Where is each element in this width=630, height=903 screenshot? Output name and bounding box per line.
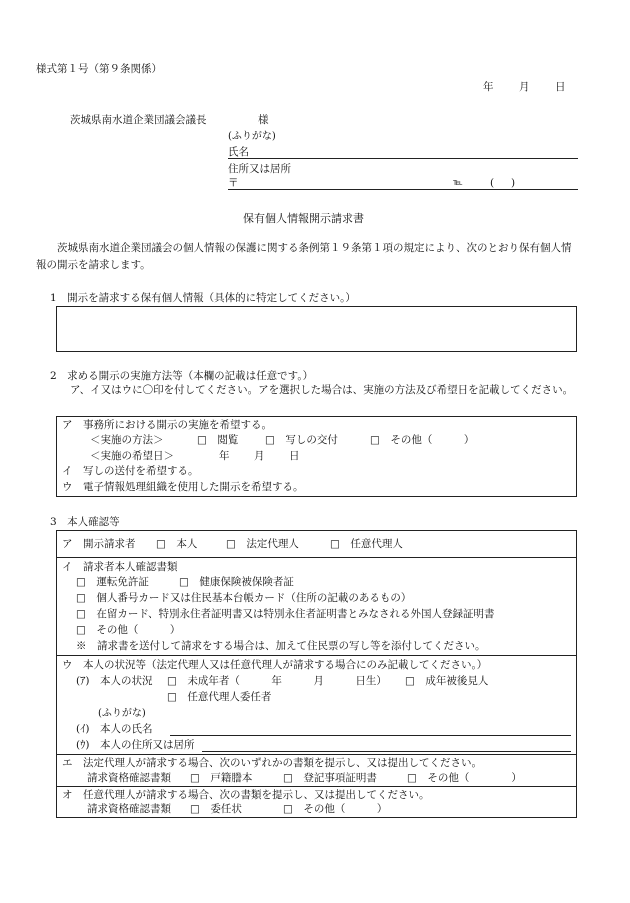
- doc-other-checkbox[interactable]: □ その他（ ）: [76, 624, 181, 636]
- method-view-checkbox[interactable]: □ 閲覧: [197, 434, 239, 446]
- legal-agent-docs-heading: エ 法定代理人が請求する場合、次のいずれかの書類を提示し、又は提出してください。: [62, 757, 482, 769]
- requester-name-label: 氏名: [228, 146, 249, 158]
- doc-legal-other-checkbox[interactable]: □ その他（ ）: [407, 772, 522, 784]
- doc-residence-card-checkbox[interactable]: □ 在留カード、特別永住者証明書又は特別永住者証明書とみなされる外国人登録証明書: [76, 608, 495, 620]
- requester-voluntary-agent-checkbox[interactable]: □ 任意代理人: [330, 538, 403, 550]
- requester-type-label: ア 開示請求者: [62, 538, 136, 550]
- doc-drivers-license-checkbox[interactable]: □ 運転免許証: [76, 576, 149, 588]
- doc-voluntary-other-checkbox[interactable]: □ その他（ ）: [283, 803, 388, 815]
- row-divider: [56, 655, 577, 656]
- principal-address-label: (ｳ) 本人の住所又は居所: [76, 739, 195, 751]
- section1-input-box[interactable]: [56, 306, 577, 352]
- section3-heading: 3 本人確認等: [50, 516, 120, 528]
- tel-paren-open: (: [490, 177, 495, 189]
- preferred-date-month[interactable]: 月: [254, 450, 265, 462]
- requester-furigana-label: (ふりがな): [228, 131, 276, 142]
- option-a-office[interactable]: ア 事務所における開示の実施を希望する。: [62, 419, 272, 431]
- voluntary-agent-docs-label: 請求資格確認書類: [87, 803, 171, 815]
- option-u-electronic[interactable]: ウ 電子情報処理組織を使用した開示を希望する。: [62, 481, 304, 493]
- principal-furigana-label: (ふりがな): [98, 708, 146, 719]
- tel-label: ℡: [453, 178, 463, 188]
- voluntary-agent-docs-heading: オ 任意代理人が請求する場合、次の書類を提示し、又は提出してください。: [62, 789, 430, 801]
- doc-mynumber-card-checkbox[interactable]: □ 個人番号カード又は住民基本台帳カード（住所の記載のあるもの）: [76, 592, 412, 604]
- preferred-date-label: ＜実施の希望日＞: [90, 450, 174, 462]
- row-divider: [56, 754, 577, 755]
- status-delegator-checkbox[interactable]: □ 任意代理人委任者: [167, 691, 272, 703]
- document-title: 保有個人情報開示請求書: [243, 212, 364, 225]
- principal-status-label: (ｱ) 本人の状況: [76, 675, 153, 687]
- addressee-honorific: 様: [258, 114, 269, 126]
- requester-address-field[interactable]: [228, 189, 578, 190]
- doc-family-register-checkbox[interactable]: □ 戸籍謄本: [190, 772, 253, 784]
- tel-paren-close: ): [511, 177, 516, 189]
- option-i-mail[interactable]: イ 写しの送付を希望する。: [62, 465, 199, 477]
- preferred-date-year[interactable]: 年: [219, 450, 230, 462]
- date-year-label: 年: [483, 81, 494, 93]
- doc-registry-certificate-checkbox[interactable]: □ 登記事項証明書: [283, 772, 377, 784]
- form-number: 様式第１号（第９条関係）: [36, 63, 162, 75]
- legal-agent-docs-label: 請求資格確認書類: [87, 772, 171, 784]
- doc-health-insurance-checkbox[interactable]: □ 健康保険被保険者証: [179, 576, 294, 588]
- date-day-label: 日: [555, 81, 566, 93]
- intro-text: 茨城県南水道企業団議会の個人情報の保護に関する条例第１９条第１項の規定により、次のとおり保有個人情報の開示を請求します。: [36, 242, 572, 271]
- section2-instruction: ア、イ又はウに〇印を付してください。アを選択した場合は、実施の方法及び希望日を記載してください。: [70, 384, 574, 396]
- principal-name-label: (ｲ) 本人の氏名: [76, 723, 153, 735]
- status-minor-checkbox[interactable]: □ 未成年者（ 年 月 日生）: [167, 675, 387, 687]
- principal-status-heading: ウ 本人の状況等（法定代理人又は任意代理人が請求する場合にのみ記載してください。）: [62, 659, 488, 671]
- requester-address-label: 住所又は居所: [228, 163, 291, 175]
- date-month-label: 月: [519, 81, 530, 93]
- requester-self-checkbox[interactable]: □ 本人: [156, 538, 198, 550]
- method-copy-checkbox[interactable]: □ 写しの交付: [265, 434, 338, 446]
- preferred-date-day[interactable]: 日: [289, 450, 300, 462]
- section2-heading: 2 求める開示の実施方法等（本欄の記載は任意です。）: [50, 370, 314, 382]
- section1-heading: 1 開示を請求する保有個人情報（具体的に特定してください。）: [50, 292, 356, 304]
- addressee-title: 茨城県南水道企業団議会議長: [70, 114, 207, 126]
- row-divider: [56, 557, 577, 558]
- principal-name-field[interactable]: [170, 735, 571, 736]
- requester-legal-agent-checkbox[interactable]: □ 法定代理人: [226, 538, 299, 550]
- method-label: ＜実施の方法＞: [90, 434, 164, 446]
- postal-mark: 〒: [228, 177, 239, 189]
- status-adult-ward-checkbox[interactable]: □ 成年被後見人: [405, 675, 489, 687]
- identity-docs-label: イ 請求者本人確認書類: [62, 561, 178, 573]
- requester-name-field[interactable]: [228, 158, 578, 159]
- method-other-checkbox[interactable]: □ その他（ ）: [370, 434, 475, 446]
- principal-address-field[interactable]: [202, 751, 571, 752]
- identity-docs-note: ※ 請求書を送付して請求をする場合は、加えて住民票の写し等を添付してください。: [76, 640, 486, 652]
- row-divider: [56, 786, 577, 787]
- doc-power-of-attorney-checkbox[interactable]: □ 委任状: [190, 803, 242, 815]
